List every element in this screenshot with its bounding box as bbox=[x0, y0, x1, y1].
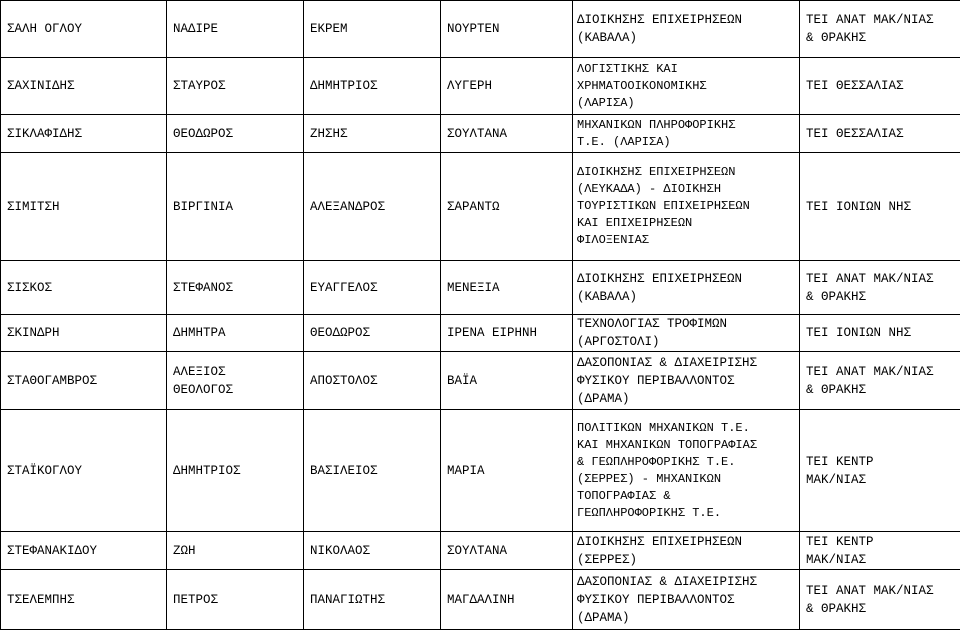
first-name-cell: ΒΙΡΓΙΝΙΑ bbox=[167, 153, 304, 261]
department-cell: ΔΑΣΟΠΟΝΙΑΣ & ΔΙΑΧΕΙΡΙΣΗΣ ΦΥΣΙΚΟΥ ΠΕΡΙΒΑΛΛΟΝΤΟΣ (ΔΡΑΜΑ) bbox=[573, 352, 800, 410]
department-cell: ΔΙΟΙΚΗΣΗΣ ΕΠΙΧΕΙΡΗΣΕΩΝ (ΚΑΒΑΛΑ) bbox=[573, 261, 800, 315]
institution-cell: ΤΕΙ ΘΕΣΣΑΛΙΑΣ bbox=[800, 115, 960, 153]
father-name-cell: ΕΚΡΕΜ bbox=[304, 1, 441, 58]
father-name-cell: ΒΑΣΙΛΕΙΟΣ bbox=[304, 410, 441, 532]
institution-cell: ΤΕΙ ΑΝΑΤ ΜΑΚ/ΝΙΑΣ & ΘΡΑΚΗΣ bbox=[800, 261, 960, 315]
institution-cell: ΤΕΙ ΑΝΑΤ ΜΑΚ/ΝΙΑΣ & ΘΡΑΚΗΣ bbox=[800, 352, 960, 410]
father-name-cell: ΑΛΕΞΑΝΔΡΟΣ bbox=[304, 153, 441, 261]
first-name-cell: ΘΕΟΔΩΡΟΣ bbox=[167, 115, 304, 153]
table-row bbox=[1, 1, 960, 58]
table-row bbox=[1, 315, 960, 352]
department-cell: ΔΙΟΙΚΗΣΗΣ ΕΠΙΧΕΙΡΗΣΕΩΝ (ΣΕΡΡΕΣ) bbox=[573, 532, 800, 570]
table-row bbox=[1, 410, 960, 532]
father-name-cell: ΝΙΚΟΛΑΟΣ bbox=[304, 532, 441, 570]
mother-name-cell: ΛΥΓΕΡΗ bbox=[441, 58, 573, 115]
institution-cell: ΤΕΙ ΙΟΝΙΩΝ ΝΗΣ bbox=[800, 315, 960, 352]
father-name-cell: ΠΑΝΑΓΙΩΤΗΣ bbox=[304, 570, 441, 630]
mother-name-cell: ΣΑΡΑΝΤΩ bbox=[441, 153, 573, 261]
table-row bbox=[1, 570, 960, 630]
first-name-cell: ΣΤΕΦΑΝΟΣ bbox=[167, 261, 304, 315]
department-cell: ΠΟΛΙΤΙΚΩΝ ΜΗΧΑΝΙΚΩΝ Τ.Ε. ΚΑΙ ΜΗΧΑΝΙΚΩΝ ΤΟΠΟΓΡΑΦΙΑΣ & ΓΕΩΠΛΗΡΟΦΟΡΙΚΗΣ Τ.Ε. (ΣΕΡΡΕΣ) - ΜΗΧΑΝΙΚΩΝ ΤΟΠΟΓΡΑΦΙΑΣ & ΓΕΩΠΛΗΡΟΦΟΡΙΚΗΣ Τ.Ε. bbox=[573, 410, 800, 532]
first-name-cell: ΔΗΜΗΤΡΑ bbox=[167, 315, 304, 352]
mother-name-cell: ΜΑΡΙΑ bbox=[441, 410, 573, 532]
institution-cell: ΤΕΙ ΚΕΝΤΡ ΜΑΚ/ΝΙΑΣ bbox=[800, 410, 960, 532]
surname-cell: ΣΑΧΙΝΙΔΗΣ bbox=[1, 58, 167, 115]
institution-cell: ΤΕΙ ΙΟΝΙΩΝ ΝΗΣ bbox=[800, 153, 960, 261]
department-cell: ΜΗΧΑΝΙΚΩΝ ΠΛΗΡΟΦΟΡΙΚΗΣ Τ.Ε. (ΛΑΡΙΣΑ) bbox=[573, 115, 800, 153]
institution-cell: ΤΕΙ ΑΝΑΤ ΜΑΚ/ΝΙΑΣ & ΘΡΑΚΗΣ bbox=[800, 1, 960, 58]
table-row bbox=[1, 58, 960, 115]
surname-cell: ΤΣΕΛΕΜΠΗΣ bbox=[1, 570, 167, 630]
father-name-cell: ΔΗΜΗΤΡΙΟΣ bbox=[304, 58, 441, 115]
department-cell: ΤΕΧΝΟΛΟΓΙΑΣ ΤΡΟΦΙΜΩΝ (ΑΡΓΟΣΤΟΛΙ) bbox=[573, 315, 800, 352]
mother-name-cell: ΒΑΪΑ bbox=[441, 352, 573, 410]
department-cell: ΛΟΓΙΣΤΙΚΗΣ ΚΑΙ ΧΡΗΜΑΤΟΟΙΚΟΝΟΜΙΚΗΣ (ΛΑΡΙΣΑ) bbox=[573, 58, 800, 115]
surname-cell: ΣΑΛΗ ΟΓΛΟΥ bbox=[1, 1, 167, 58]
first-name-cell: ΖΩΗ bbox=[167, 532, 304, 570]
institution-cell: ΤΕΙ ΑΝΑΤ ΜΑΚ/ΝΙΑΣ & ΘΡΑΚΗΣ bbox=[800, 570, 960, 630]
surname-cell: ΣΚΙΝΔΡΗ bbox=[1, 315, 167, 352]
mother-name-cell: ΙΡΕΝΑ ΕΙΡΗΝΗ bbox=[441, 315, 573, 352]
table-row bbox=[1, 532, 960, 570]
first-name-cell: ΠΕΤΡΟΣ bbox=[167, 570, 304, 630]
department-cell: ΔΙΟΙΚΗΣΗΣ ΕΠΙΧΕΙΡΗΣΕΩΝ (ΛΕΥΚΑΔΑ) - ΔΙΟΙΚΗΣΗ ΤΟΥΡΙΣΤΙΚΩΝ ΕΠΙΧΕΙΡΗΣΕΩΝ ΚΑΙ ΕΠΙΧΕΙΡΗΣΕΩΝ ΦΙΛΟΞΕΝΙΑΣ bbox=[573, 153, 800, 261]
first-name-cell: ΔΗΜΗΤΡΙΟΣ bbox=[167, 410, 304, 532]
table-row bbox=[1, 153, 960, 261]
institution-cell: ΤΕΙ ΘΕΣΣΑΛΙΑΣ bbox=[800, 58, 960, 115]
surname-cell: ΣΙΜΙΤΣΗ bbox=[1, 153, 167, 261]
mother-name-cell: ΣΟΥΛΤΑΝΑ bbox=[441, 532, 573, 570]
father-name-cell: ΑΠΟΣΤΟΛΟΣ bbox=[304, 352, 441, 410]
table-row bbox=[1, 115, 960, 153]
table-row bbox=[1, 352, 960, 410]
surname-cell: ΣΙΚΛΑΦΙΔΗΣ bbox=[1, 115, 167, 153]
department-cell: ΔΙΟΙΚΗΣΗΣ ΕΠΙΧΕΙΡΗΣΕΩΝ (ΚΑΒΑΛΑ) bbox=[573, 1, 800, 58]
institution-cell: ΤΕΙ ΚΕΝΤΡ ΜΑΚ/ΝΙΑΣ bbox=[800, 532, 960, 570]
mother-name-cell: ΜΕΝΕΞΙΑ bbox=[441, 261, 573, 315]
first-name-cell: ΑΛΕΞΙΟΣ ΘΕΟΛΟΓΟΣ bbox=[167, 352, 304, 410]
surname-cell: ΣΤΑΪΚΟΓΛΟΥ bbox=[1, 410, 167, 532]
surname-cell: ΣΙΣΚΟΣ bbox=[1, 261, 167, 315]
father-name-cell: ΕΥΑΓΓΕΛΟΣ bbox=[304, 261, 441, 315]
surname-cell: ΣΤΑΘΟΓΑΜΒΡΟΣ bbox=[1, 352, 167, 410]
first-name-cell: ΝΑΔΙΡΕ bbox=[167, 1, 304, 58]
mother-name-cell: ΝΟΥΡΤΕΝ bbox=[441, 1, 573, 58]
mother-name-cell: ΣΟΥΛΤΑΝΑ bbox=[441, 115, 573, 153]
father-name-cell: ΖΗΣΗΣ bbox=[304, 115, 441, 153]
table-row bbox=[1, 261, 960, 315]
mother-name-cell: ΜΑΓΔΑΛΙΝΗ bbox=[441, 570, 573, 630]
department-cell: ΔΑΣΟΠΟΝΙΑΣ & ΔΙΑΧΕΙΡΙΣΗΣ ΦΥΣΙΚΟΥ ΠΕΡΙΒΑΛΛΟΝΤΟΣ (ΔΡΑΜΑ) bbox=[573, 570, 800, 630]
father-name-cell: ΘΕΟΔΩΡΟΣ bbox=[304, 315, 441, 352]
first-name-cell: ΣΤΑΥΡΟΣ bbox=[167, 58, 304, 115]
surname-cell: ΣΤΕΦΑΝΑΚΙΔΟΥ bbox=[1, 532, 167, 570]
